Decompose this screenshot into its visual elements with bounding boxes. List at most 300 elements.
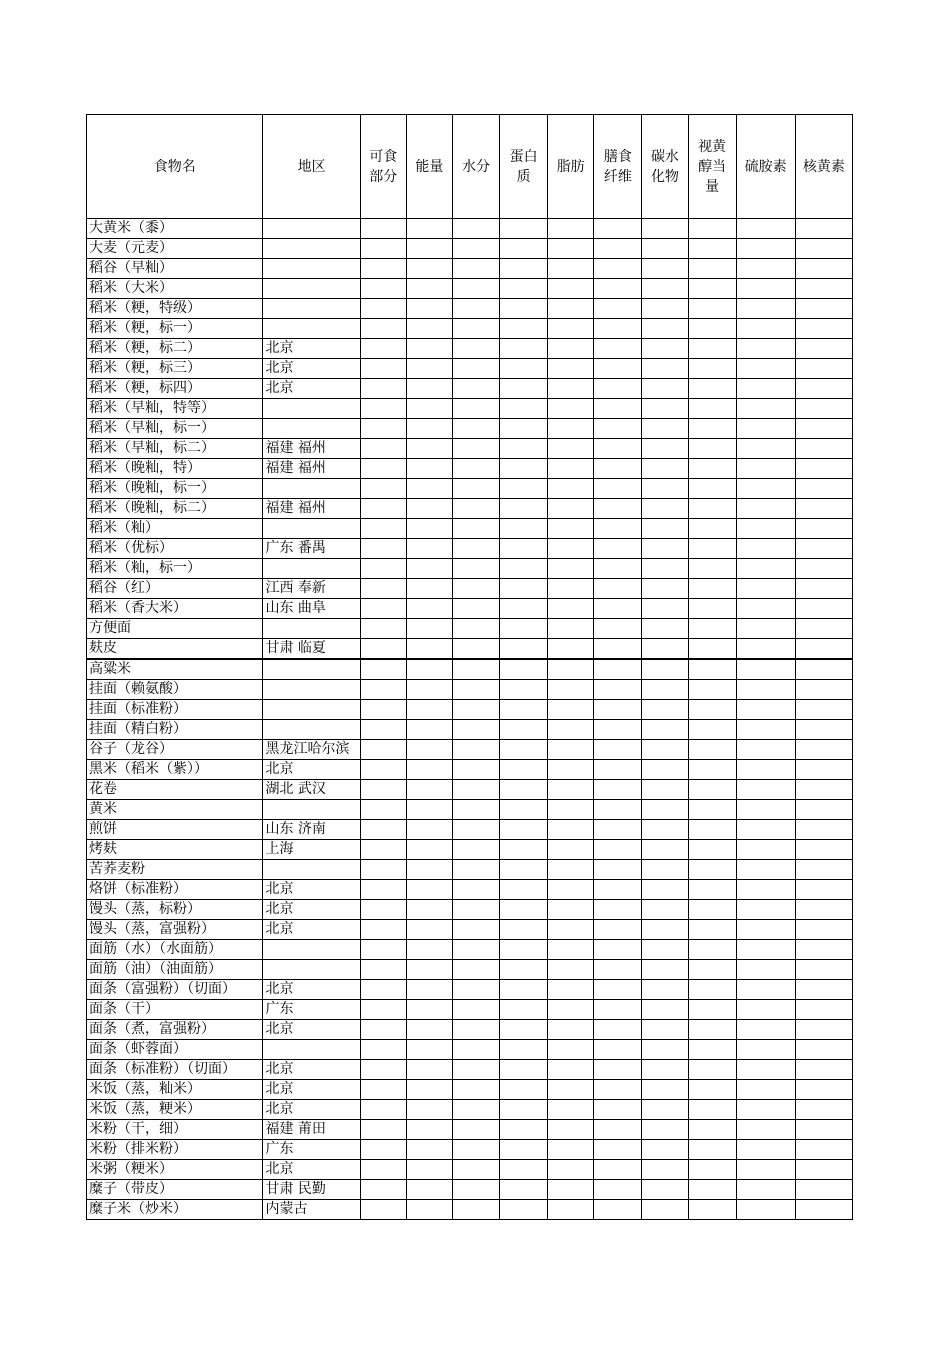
- value-cell: [360, 659, 406, 680]
- value-cell: [452, 1120, 499, 1140]
- value-cell: [736, 1120, 795, 1140]
- value-cell: [642, 639, 688, 660]
- value-cell: [500, 379, 548, 399]
- value-cell: [406, 379, 452, 399]
- value-cell: [452, 359, 499, 379]
- table-row: [87, 800, 853, 820]
- value-cell: [642, 399, 688, 419]
- food-name-cell: 面筋（油）（油面筋）: [87, 960, 263, 980]
- value-cell: [548, 499, 594, 519]
- value-cell: [642, 619, 688, 639]
- table-row: [87, 299, 853, 319]
- table-row: [87, 539, 853, 559]
- food-name-cell: 米饭（蒸，粳米）: [87, 1100, 263, 1120]
- food-name-cell: 大麦（元麦）: [87, 239, 263, 259]
- value-cell: [548, 559, 594, 579]
- value-cell: [406, 900, 452, 920]
- value-cell: [594, 499, 642, 519]
- value-cell: [594, 1100, 642, 1120]
- value-cell: [360, 1140, 406, 1160]
- value-cell: [500, 860, 548, 880]
- region-cell: [263, 479, 360, 499]
- header-fat: 脂肪: [548, 115, 594, 219]
- value-cell: [548, 960, 594, 980]
- region-cell: 甘肃 民勤: [263, 1180, 360, 1200]
- value-cell: [452, 379, 499, 399]
- food-name-cell: 麸皮: [87, 639, 263, 660]
- value-cell: [594, 1000, 642, 1020]
- value-cell: [795, 980, 852, 1000]
- value-cell: [688, 579, 736, 599]
- value-cell: [360, 359, 406, 379]
- value-cell: [548, 880, 594, 900]
- food-name-cell: 大黄米（黍）: [87, 219, 263, 239]
- value-cell: [548, 319, 594, 339]
- food-name-cell: 烤麸: [87, 840, 263, 860]
- value-cell: [642, 379, 688, 399]
- table-row: [87, 1160, 853, 1180]
- value-cell: [452, 539, 499, 559]
- value-cell: [736, 960, 795, 980]
- value-cell: [452, 1080, 499, 1100]
- region-cell: 北京: [263, 359, 360, 379]
- value-cell: [688, 219, 736, 239]
- value-cell: [500, 319, 548, 339]
- value-cell: [500, 920, 548, 940]
- region-cell: 上海: [263, 840, 360, 860]
- region-cell: 北京: [263, 920, 360, 940]
- value-cell: [500, 1060, 548, 1080]
- value-cell: [795, 579, 852, 599]
- value-cell: [500, 539, 548, 559]
- value-cell: [795, 1080, 852, 1100]
- nutrition-table: [86, 114, 853, 1220]
- value-cell: [594, 299, 642, 319]
- value-cell: [594, 900, 642, 920]
- value-cell: [406, 680, 452, 700]
- value-cell: [688, 659, 736, 680]
- value-cell: [452, 1020, 499, 1040]
- value-cell: [642, 1140, 688, 1160]
- value-cell: [594, 339, 642, 359]
- header-retinol-equivalent: 视黄醇当量: [688, 115, 736, 219]
- value-cell: [452, 319, 499, 339]
- value-cell: [688, 519, 736, 539]
- value-cell: [736, 860, 795, 880]
- value-cell: [548, 860, 594, 880]
- value-cell: [452, 800, 499, 820]
- table-row: [87, 339, 853, 359]
- value-cell: [736, 1140, 795, 1160]
- value-cell: [360, 399, 406, 419]
- value-cell: [452, 880, 499, 900]
- region-cell: [263, 239, 360, 259]
- value-cell: [795, 900, 852, 920]
- value-cell: [594, 760, 642, 780]
- value-cell: [500, 279, 548, 299]
- value-cell: [688, 419, 736, 439]
- value-cell: [548, 680, 594, 700]
- value-cell: [452, 1140, 499, 1160]
- region-cell: [263, 559, 360, 579]
- food-name-cell: 米粉（排米粉）: [87, 1140, 263, 1160]
- value-cell: [688, 479, 736, 499]
- value-cell: [594, 459, 642, 479]
- value-cell: [360, 1160, 406, 1180]
- value-cell: [452, 860, 499, 880]
- value-cell: [594, 619, 642, 639]
- value-cell: [452, 519, 499, 539]
- food-name-cell: 稻米（籼）: [87, 519, 263, 539]
- value-cell: [688, 459, 736, 479]
- value-cell: [795, 880, 852, 900]
- value-cell: [688, 239, 736, 259]
- value-cell: [736, 1040, 795, 1060]
- table-row: [87, 840, 853, 860]
- value-cell: [594, 279, 642, 299]
- value-cell: [548, 700, 594, 720]
- value-cell: [795, 1060, 852, 1080]
- value-cell: [688, 379, 736, 399]
- value-cell: [594, 1120, 642, 1140]
- value-cell: [736, 579, 795, 599]
- value-cell: [795, 940, 852, 960]
- value-cell: [452, 900, 499, 920]
- value-cell: [548, 619, 594, 639]
- value-cell: [594, 800, 642, 820]
- value-cell: [360, 619, 406, 639]
- value-cell: [406, 539, 452, 559]
- value-cell: [594, 319, 642, 339]
- value-cell: [406, 780, 452, 800]
- value-cell: [736, 499, 795, 519]
- value-cell: [360, 1000, 406, 1020]
- value-cell: [360, 980, 406, 1000]
- value-cell: [548, 820, 594, 840]
- value-cell: [688, 319, 736, 339]
- value-cell: [406, 920, 452, 940]
- value-cell: [736, 1160, 795, 1180]
- value-cell: [500, 299, 548, 319]
- region-cell: 北京: [263, 1160, 360, 1180]
- value-cell: [642, 820, 688, 840]
- value-cell: [360, 840, 406, 860]
- value-cell: [452, 780, 499, 800]
- region-cell: [263, 659, 360, 680]
- value-cell: [360, 820, 406, 840]
- value-cell: [360, 579, 406, 599]
- value-cell: [642, 840, 688, 860]
- value-cell: [594, 1040, 642, 1060]
- value-cell: [795, 1180, 852, 1200]
- value-cell: [406, 659, 452, 680]
- value-cell: [736, 619, 795, 639]
- value-cell: [406, 219, 452, 239]
- value-cell: [548, 359, 594, 379]
- value-cell: [548, 519, 594, 539]
- value-cell: [642, 559, 688, 579]
- value-cell: [594, 840, 642, 860]
- food-name-cell: 糜子（带皮）: [87, 1180, 263, 1200]
- value-cell: [688, 1080, 736, 1100]
- value-cell: [736, 1080, 795, 1100]
- value-cell: [736, 1200, 795, 1220]
- header-thiamine: 硫胺素: [736, 115, 795, 219]
- value-cell: [642, 700, 688, 720]
- value-cell: [452, 700, 499, 720]
- value-cell: [360, 760, 406, 780]
- value-cell: [594, 479, 642, 499]
- value-cell: [736, 680, 795, 700]
- value-cell: [452, 579, 499, 599]
- value-cell: [360, 599, 406, 619]
- value-cell: [688, 339, 736, 359]
- value-cell: [500, 880, 548, 900]
- value-cell: [688, 800, 736, 820]
- value-cell: [688, 1180, 736, 1200]
- value-cell: [642, 780, 688, 800]
- value-cell: [736, 880, 795, 900]
- value-cell: [642, 419, 688, 439]
- value-cell: [594, 579, 642, 599]
- value-cell: [795, 960, 852, 980]
- food-name-cell: 黄米: [87, 800, 263, 820]
- food-name-cell: 稻谷（早籼）: [87, 259, 263, 279]
- value-cell: [642, 1160, 688, 1180]
- value-cell: [452, 499, 499, 519]
- value-cell: [642, 259, 688, 279]
- region-cell: 福建 莆田: [263, 1120, 360, 1140]
- value-cell: [736, 399, 795, 419]
- table-row: [87, 880, 853, 900]
- value-cell: [360, 219, 406, 239]
- value-cell: [406, 1040, 452, 1060]
- value-cell: [642, 940, 688, 960]
- table-row: [87, 980, 853, 1000]
- value-cell: [642, 880, 688, 900]
- value-cell: [548, 1100, 594, 1120]
- food-name-cell: 稻米（早籼，标二）: [87, 439, 263, 459]
- value-cell: [548, 419, 594, 439]
- value-cell: [688, 880, 736, 900]
- value-cell: [452, 599, 499, 619]
- region-cell: 北京: [263, 880, 360, 900]
- region-cell: 北京: [263, 980, 360, 1000]
- value-cell: [360, 239, 406, 259]
- value-cell: [688, 539, 736, 559]
- value-cell: [360, 439, 406, 459]
- value-cell: [360, 539, 406, 559]
- value-cell: [736, 239, 795, 259]
- value-cell: [642, 239, 688, 259]
- table-row: [87, 740, 853, 760]
- header-dietary-fiber: 膳食纤维: [594, 115, 642, 219]
- food-name-cell: 挂面（标准粉）: [87, 700, 263, 720]
- value-cell: [642, 740, 688, 760]
- food-name-cell: 黑米（稻米（紫））: [87, 760, 263, 780]
- value-cell: [452, 259, 499, 279]
- value-cell: [688, 780, 736, 800]
- value-cell: [795, 559, 852, 579]
- table-row: [87, 960, 853, 980]
- table-row: [87, 780, 853, 800]
- header-water: 水分: [452, 115, 499, 219]
- value-cell: [736, 599, 795, 619]
- header-edible-portion: 可食部分: [360, 115, 406, 219]
- region-cell: [263, 319, 360, 339]
- value-cell: [594, 399, 642, 419]
- value-cell: [406, 279, 452, 299]
- value-cell: [688, 359, 736, 379]
- food-name-cell: 面条（干）: [87, 1000, 263, 1020]
- region-cell: [263, 720, 360, 740]
- value-cell: [642, 439, 688, 459]
- food-name-cell: 谷子（龙谷）: [87, 740, 263, 760]
- food-name-cell: 米饭（蒸，籼米）: [87, 1080, 263, 1100]
- value-cell: [736, 559, 795, 579]
- value-cell: [795, 599, 852, 619]
- value-cell: [406, 940, 452, 960]
- value-cell: [642, 339, 688, 359]
- value-cell: [406, 459, 452, 479]
- value-cell: [500, 479, 548, 499]
- value-cell: [360, 319, 406, 339]
- header-food-name: 食物名: [87, 115, 263, 219]
- value-cell: [360, 419, 406, 439]
- value-cell: [795, 339, 852, 359]
- value-cell: [736, 479, 795, 499]
- value-cell: [795, 479, 852, 499]
- table-row: [87, 680, 853, 700]
- value-cell: [736, 780, 795, 800]
- value-cell: [688, 1060, 736, 1080]
- value-cell: [360, 559, 406, 579]
- table-row: [87, 720, 853, 740]
- region-cell: [263, 680, 360, 700]
- food-name-cell: 米粥（粳米）: [87, 1160, 263, 1180]
- value-cell: [642, 659, 688, 680]
- value-cell: [452, 239, 499, 259]
- value-cell: [548, 1080, 594, 1100]
- table-body: [87, 219, 853, 1220]
- food-name-cell: 稻米（早籼，特等）: [87, 399, 263, 419]
- value-cell: [688, 960, 736, 980]
- value-cell: [500, 639, 548, 660]
- region-cell: 江西 奉新: [263, 579, 360, 599]
- value-cell: [452, 1160, 499, 1180]
- value-cell: [500, 1140, 548, 1160]
- value-cell: [360, 1040, 406, 1060]
- region-cell: [263, 619, 360, 639]
- value-cell: [795, 399, 852, 419]
- value-cell: [548, 1120, 594, 1140]
- value-cell: [548, 599, 594, 619]
- value-cell: [795, 379, 852, 399]
- value-cell: [548, 439, 594, 459]
- value-cell: [736, 519, 795, 539]
- table-row: [87, 419, 853, 439]
- value-cell: [360, 800, 406, 820]
- value-cell: [795, 499, 852, 519]
- food-name-cell: 方便面: [87, 619, 263, 639]
- value-cell: [795, 1120, 852, 1140]
- table-row: [87, 1180, 853, 1200]
- value-cell: [548, 299, 594, 319]
- value-cell: [594, 1160, 642, 1180]
- region-cell: 北京: [263, 379, 360, 399]
- table-row: [87, 439, 853, 459]
- value-cell: [688, 279, 736, 299]
- value-cell: [736, 800, 795, 820]
- value-cell: [642, 1040, 688, 1060]
- value-cell: [594, 519, 642, 539]
- value-cell: [795, 359, 852, 379]
- value-cell: [736, 339, 795, 359]
- header-carbohydrate: 碳水化物: [642, 115, 688, 219]
- table-row: [87, 1200, 853, 1220]
- value-cell: [642, 1100, 688, 1120]
- value-cell: [500, 499, 548, 519]
- value-cell: [548, 239, 594, 259]
- value-cell: [452, 1200, 499, 1220]
- header-row: [87, 115, 853, 219]
- value-cell: [500, 1180, 548, 1200]
- value-cell: [406, 760, 452, 780]
- value-cell: [406, 860, 452, 880]
- value-cell: [736, 700, 795, 720]
- value-cell: [500, 940, 548, 960]
- value-cell: [360, 1060, 406, 1080]
- value-cell: [500, 1040, 548, 1060]
- value-cell: [642, 680, 688, 700]
- header-riboflavin: 核黄素: [795, 115, 852, 219]
- value-cell: [452, 680, 499, 700]
- value-cell: [688, 399, 736, 419]
- value-cell: [500, 980, 548, 1000]
- value-cell: [736, 1000, 795, 1020]
- value-cell: [736, 940, 795, 960]
- value-cell: [406, 579, 452, 599]
- value-cell: [406, 359, 452, 379]
- value-cell: [406, 519, 452, 539]
- value-cell: [452, 559, 499, 579]
- value-cell: [360, 1100, 406, 1120]
- value-cell: [642, 219, 688, 239]
- value-cell: [688, 920, 736, 940]
- value-cell: [795, 820, 852, 840]
- value-cell: [795, 439, 852, 459]
- value-cell: [688, 559, 736, 579]
- value-cell: [360, 740, 406, 760]
- value-cell: [594, 539, 642, 559]
- table-row: [87, 479, 853, 499]
- value-cell: [500, 1100, 548, 1120]
- value-cell: [406, 259, 452, 279]
- value-cell: [795, 239, 852, 259]
- region-cell: [263, 399, 360, 419]
- table-row: [87, 1000, 853, 1020]
- value-cell: [642, 1200, 688, 1220]
- value-cell: [795, 1140, 852, 1160]
- value-cell: [452, 339, 499, 359]
- value-cell: [736, 299, 795, 319]
- value-cell: [406, 419, 452, 439]
- value-cell: [548, 639, 594, 660]
- value-cell: [500, 1120, 548, 1140]
- value-cell: [736, 379, 795, 399]
- value-cell: [795, 720, 852, 740]
- value-cell: [406, 960, 452, 980]
